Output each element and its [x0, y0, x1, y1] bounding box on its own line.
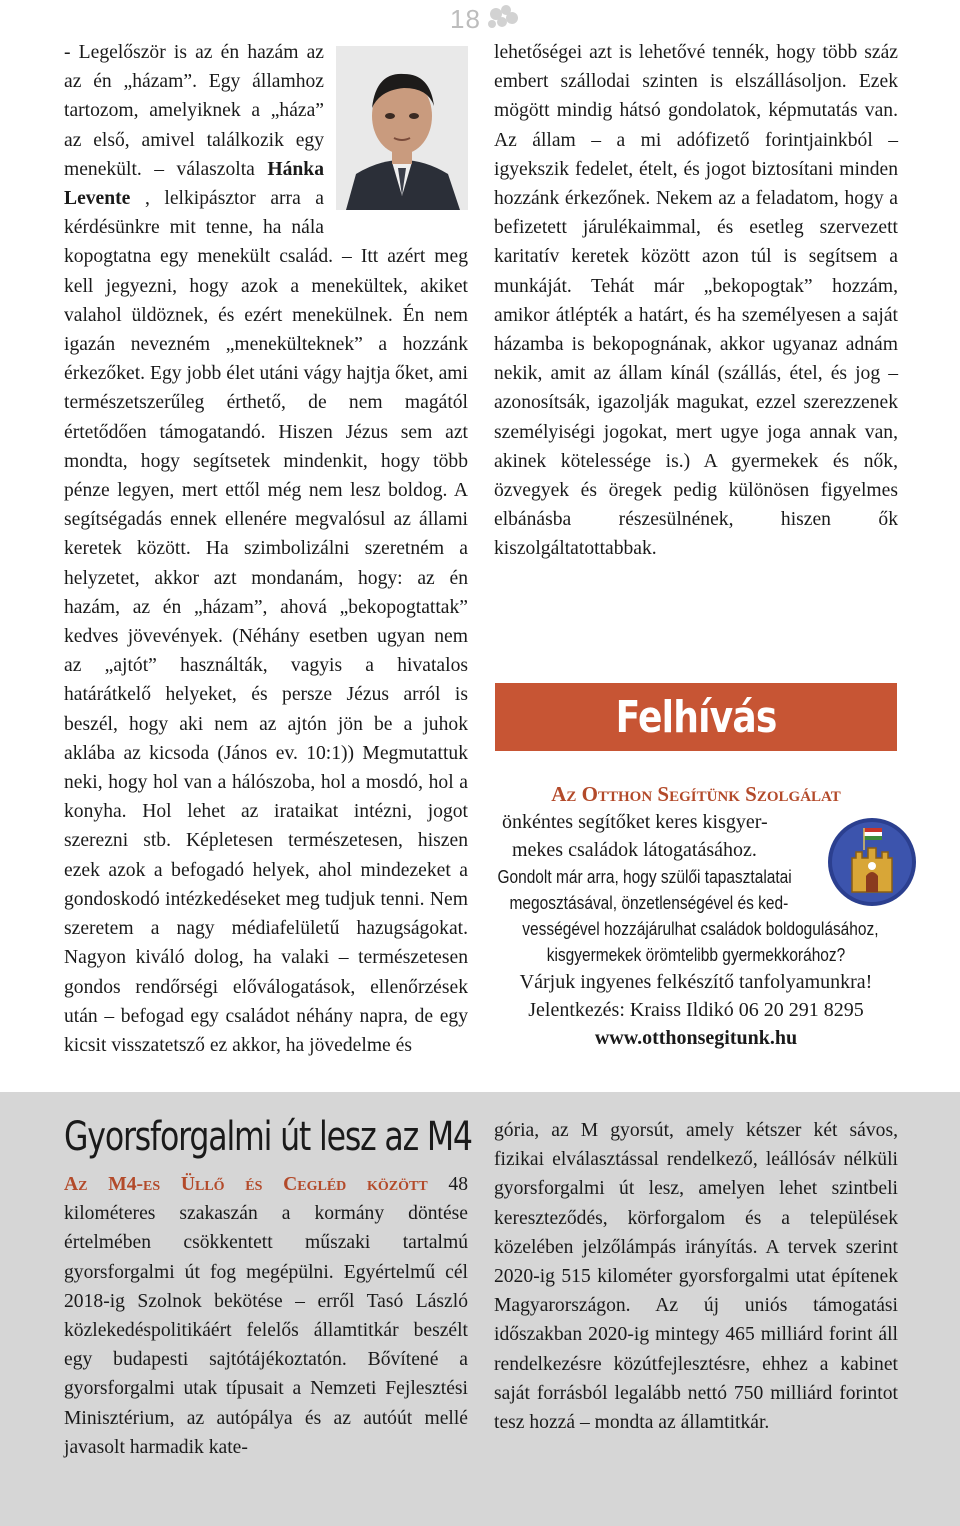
article2-left-text: 48 kilométeres szakaszán a kormány döntése értelmében csökkentett műszaki tartalmú gyorsforgalmi út fog megépülni. Egyértelmű cél 2018-ig Szolnok bekötése – erről Tasó László közlekedéspolitikáért felelős államtitkár beszélt egy budapesti sajtótájékoztatón. Bővítené a gyorsforgalmi utak típusait a Nemzeti Fejlesztési Minisztérium, az autópálya és az autóút mellé javasolt harmadik kate-: [64, 1174, 468, 1458]
article-left-column: [64, 38, 468, 1060]
callout-sans-4: kisgyermekek örömtelibb gyermekkorához?: [546, 945, 846, 965]
article-left-text-1: - Legelőször is az én hazám az az én „házam”. Egy államhoz tartozom, amelyiknek a „háza” az első, amivel találkozik egy menekült. – válaszolta: [64, 42, 324, 180]
article-right-column: [494, 38, 898, 564]
website-link[interactable]: www.otthonsegitunk.hu: [594, 1027, 798, 1049]
organization-name: Az Otthon Segítünk Szolgálat: [551, 782, 841, 806]
announcement-banner: [495, 683, 897, 751]
article-right-text: lehetőségei azt is lehetővé tennék, hogy több száz embert szállodai szinten is elszállásoljon. Ezek mögött mindig hátsó gondolatok, képmutatás van. Az állam – a mi adófizető forintjainkból – igyekszik fedelet, ételt, és jogot biztosítani minden hozzánk érkezőnek. Nekem az a feladatom, hogy a befizetett járulékaimmal, és esetleg szervezett karitatív keretek között azon túl is segítsem a munkáját. Tehát már „bekopogtak” hozzám, amikor átlépték a határt, és ha személyesen a saját házamba is bekopognának, akkor ugyanaz adnám nekik, amit az állam kínál (szállás, étel, és jog – azonosítsák, igazolják magukat, ezzel szerezzenek személyiségi jogokat, mert ugye joga annak van, akinek kötelessége is.) A gyermekek és nők, özvegyek és öregek pedig különösen figyelmes elbánásba részesülnének, hiszen ők kiszolgáltatottabbak.: [494, 42, 898, 560]
ornament-icon: [484, 2, 524, 32]
interviewee-name: Hánka Levente: [64, 158, 324, 210]
callout-sans-1: Gondolt már arra, hogy szülői tapasztalatai: [497, 867, 792, 887]
callout-line-2: mekes családok látogatásához.: [512, 839, 757, 861]
banner-title: Felhívás: [615, 691, 777, 743]
page-number: 18: [450, 4, 481, 34]
callout-line-3: Várjuk ingyenes felkészítő tanfolyamunkra!: [519, 971, 873, 993]
article-left-text-2: , lelkipásztor arra a kérdésünkre mit tenne, ha nála kopogtatna egy menekült család. – Itt azért meg kell jegyezni, hogy azok a menekültek, akiket valahol üldöznek, és ezért menekülnek. Én nem igazán nevezném „menekülteknek” a hozzánk érkezőket. Egy jobb élet utáni vágy hajtja őket, ami természetszerűleg érthető, de nem magától értetődően támogatandó. Hiszen Jézus sem azt mondta, hogy segítsetek mindenkit, hogy több pénze legyen, mert ettől még nem lesz boldog. A segítségadás ennek ellenére megvalósul az állami keretek között. Ha szimbolizálni szeretném a helyzetet, akkor azt mondanám, hogy: az én hazám, az én „házam”, ahová „bekopogtattak” kedves jövevények. (Néhány esetben ugyan nem az „ajtót” használták, vagyis a hivatalos határátkelő helyeket, és persze Jézus arról is beszél, hogy aki nem az ajtón jön be a juhok aklába az kicsoda (János ev. 10:1)) Megmutattuk neki, hogy hol van a hálószoba, hol a mosdó, hol a konyha. Hol lehet az irataikat intézni, jogot szerezni stb. Képletesen természetesen, hiszen ezek azok a befogadó helyek, ahol mindezeket a gondoskodó intézkedéseket meg tudjuk tenni. Nem szeretem a nagy médiafelületű hazugságokat. Nagyon kiváló dolog, ha valaki – természetesen gondos rendőrségi előválogatások, ellenőrzések után – befogad egy családot néhány napra, de egy kicsit visszatetsző ez akkor, ha jövedelme és: [64, 188, 468, 1056]
callout-sans-3: vességével hozzájárulhat családok boldogulásához,: [522, 919, 879, 939]
article2-left-column: [64, 1170, 468, 1462]
article2-headline: Gyorsforgalmi út lesz az M4: [64, 1114, 472, 1160]
organization-logo-icon: [826, 816, 918, 908]
callout-sans-2: megosztásával, önzetlenségével és ked-: [509, 893, 789, 913]
portrait-photo: [336, 46, 468, 210]
callout-line-1: önkéntes segítőket keres kisgyer-: [502, 811, 768, 833]
callout-line-4: Jelentkezés: Kraiss Ildikó 06 20 291 8295: [528, 999, 864, 1021]
article2-right-column: [494, 1116, 898, 1437]
article2-lead: Az M4-es Üllő és Cegléd között: [64, 1174, 428, 1195]
article2-right-text: gória, az M gyorsút, amely kétszer két sávos, fizikai elválasztással rendelkező, leállósáv nélküli gyorsforgalmi út lesz, amelyen lehet szintbeli kereszteződés, körforgalom és a települések közelében jelzőlámpás irányítás. A tervek szerint 2020-ig 515 kilométer gyorsforgalmi utat építenek Magyarországon. Az új uniós támogatási időszakban 2020-ig mintegy 465 milliárd forint áll rendelkezésre közútfejlesztésre, ehhez a kabinet saját forrásból legalább nettó 750 milliárd forintot tesz hozzá – mondta az államtitkár.: [494, 1120, 898, 1434]
